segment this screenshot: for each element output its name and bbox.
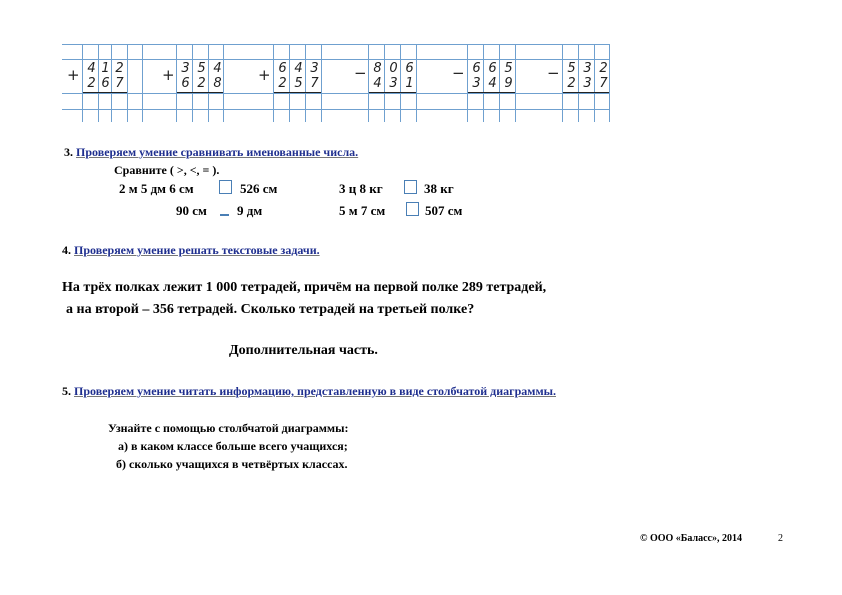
digit: 4: [294, 61, 303, 76]
compare-left: 3 ц 8 кг: [339, 181, 383, 196]
answer-box[interactable]: [406, 202, 419, 216]
problem-text-line-1: На трёх полках лежит 1 000 тетрадей, причём на первой полке 289 тетрадей,: [62, 280, 547, 295]
digit: 2: [115, 61, 124, 76]
answer-blank[interactable]: [220, 214, 229, 216]
grid-vline: [515, 44, 516, 122]
grid-vline: [384, 44, 385, 122]
section-3-heading: [64, 145, 358, 160]
digit: 1: [405, 76, 414, 91]
grid-vline: [368, 44, 369, 122]
digit: 2: [599, 61, 608, 76]
digit: 3: [310, 61, 319, 76]
operation-sign: −: [547, 64, 560, 82]
grid-vline: [127, 44, 128, 122]
digit: 2: [567, 76, 576, 91]
digit: 6: [472, 61, 481, 76]
digit: 6: [181, 76, 190, 91]
digit: 9: [504, 76, 513, 91]
digit: 5: [294, 76, 303, 91]
compare-right: 9 дм: [237, 203, 263, 218]
grid-vline: [208, 44, 209, 122]
digit: 2: [197, 76, 206, 91]
operation-sign: +: [162, 66, 175, 84]
chart-task-item-a: а) в каком классе больше всего учащихся;: [118, 439, 348, 453]
chart-task-instruction: Узнайте с помощью столбчатой диаграммы:: [108, 421, 349, 435]
digit: 1: [101, 61, 110, 76]
section-number: 4.: [62, 243, 71, 257]
chart-task-item-b: б) сколько учащихся в четвёртых классах.: [116, 457, 348, 471]
digit: 2: [278, 76, 287, 91]
grid-vline: [305, 44, 306, 122]
copyright: © ООО «Баласс», 2014: [640, 533, 742, 544]
operation-sign: +: [67, 66, 80, 84]
digit: 3: [389, 76, 398, 91]
grid-vline: [321, 44, 322, 122]
compare-right: 38 кг: [424, 181, 454, 196]
grid-vline: [578, 44, 579, 122]
digit: 4: [373, 76, 382, 91]
compare-left: 90 см: [176, 203, 207, 218]
section-4-heading: [62, 243, 320, 258]
grid-vline: [176, 44, 177, 122]
digit: 8: [373, 61, 382, 76]
section-title: Проверяем умение сравнивать именованные числа.: [76, 145, 359, 159]
section-title: Проверяем умение решать текстовые задачи.: [74, 243, 320, 257]
grid-vline: [82, 44, 83, 122]
operation-sign: −: [354, 64, 367, 82]
digit: 4: [87, 61, 96, 76]
grid-vline: [192, 44, 193, 122]
digit: 8: [213, 76, 222, 91]
digit: 5: [504, 61, 513, 76]
digit: 7: [310, 76, 319, 91]
compare-left: 2 м 5 дм 6 см: [119, 181, 194, 196]
additional-part-title: Дополнительная часть.: [229, 343, 378, 358]
compare-right: 526 см: [240, 181, 278, 196]
digit: 3: [583, 61, 592, 76]
digit: 3: [583, 76, 592, 91]
grid-vline: [562, 44, 563, 122]
digit: 0: [389, 61, 398, 76]
grid-vline: [483, 44, 484, 122]
grid-hline: [62, 93, 610, 94]
digit: 7: [599, 76, 608, 91]
digit: 6: [488, 61, 497, 76]
digit: 2: [87, 76, 96, 91]
difference-underline: [369, 92, 416, 93]
compare-instruction: Сравните ( >, <, = ).: [114, 163, 220, 177]
digit: 6: [278, 61, 287, 76]
answer-box[interactable]: [219, 180, 232, 194]
page-number: 2: [778, 533, 783, 544]
grid-vline: [142, 44, 143, 122]
difference-underline: [468, 92, 515, 93]
grid-vline: [273, 44, 274, 122]
section-number: 3.: [64, 145, 73, 159]
digit: 5: [197, 61, 206, 76]
compare-left: 5 м 7 см: [339, 203, 386, 218]
compare-right: 507 см: [425, 203, 463, 218]
digit: 3: [472, 76, 481, 91]
problem-text-line-2: а на второй – 356 тетрадей. Сколько тетрадей на третьей полке?: [66, 302, 475, 317]
sum-underline: [83, 92, 127, 93]
grid-vline: [416, 44, 417, 122]
section-5-heading: [62, 384, 556, 399]
digit: 4: [488, 76, 497, 91]
sum-underline: [177, 92, 223, 93]
grid-hline: [62, 109, 610, 110]
grid-vline: [289, 44, 290, 122]
grid-vline: [499, 44, 500, 122]
digit: 6: [405, 61, 414, 76]
digit: 6: [101, 76, 110, 91]
operation-sign: +: [258, 66, 271, 84]
digit: 7: [115, 76, 124, 91]
section-number: 5.: [62, 384, 71, 398]
sum-underline: [274, 92, 321, 93]
grid-hline: [62, 59, 610, 60]
answer-box[interactable]: [404, 180, 417, 194]
grid-hline: [62, 44, 610, 45]
grid-vline: [400, 44, 401, 122]
section-title: Проверяем умение читать информацию, представленную в виде столбчатой диаграммы.: [74, 384, 556, 398]
digit: 4: [213, 61, 222, 76]
operation-sign: −: [452, 64, 465, 82]
digit: 5: [567, 61, 576, 76]
grid-vline: [594, 44, 595, 122]
difference-underline: [563, 92, 609, 93]
digit: 3: [181, 61, 190, 76]
grid-vline: [467, 44, 468, 122]
